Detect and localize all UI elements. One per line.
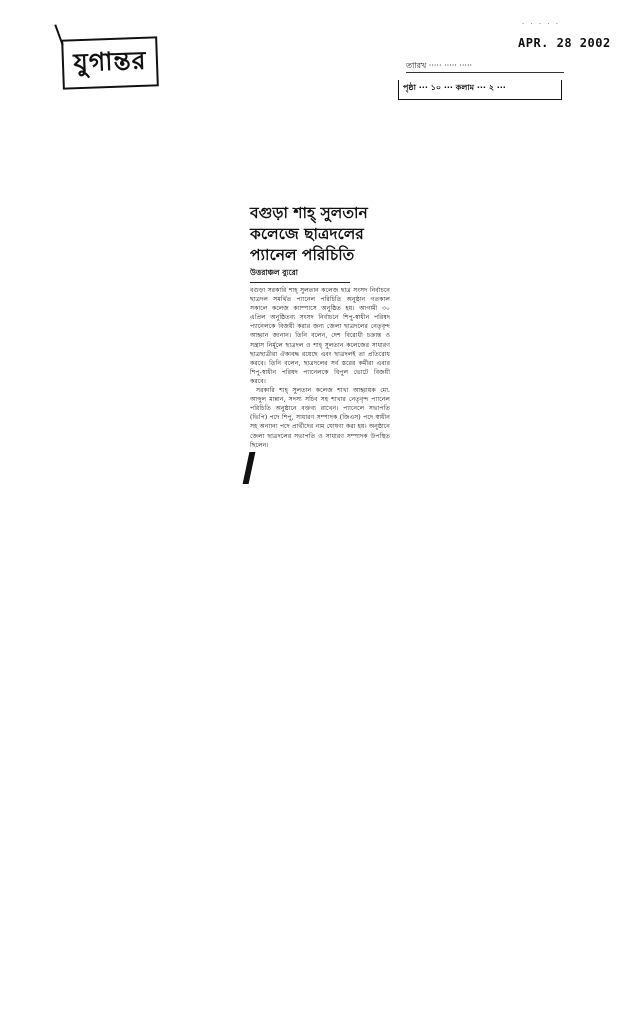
date-stamp: APR. 28 2002: [518, 36, 611, 50]
article-headline: বগুড়া শাহ্ সুলতান কলেজে ছাত্রদলের প্যানেল পরিচিতি: [250, 203, 368, 264]
clipping-date-row: তারিখ ····· ····· ·····: [406, 62, 564, 73]
article-paragraph: সরকারি শাহ্ সুলতান কলেজ শাখা আহ্বায়ক মো. আব্দুল মান্নান, সদস্য সচিব সহ শাখার নেতৃবৃন্দ প্যানেল পরিচিতি অনুষ্ঠানে বক্তব্য রাখেন। প্যানেলে সভাপতি (ভিপি) পদে শিপু, সাধারণ সম্পাদক (জিএস) পদে স্বাধীন সহ অন্যান্য পদে প্রার্থীদের নাম ঘোষণা করা হয়। অনুষ্ঠানে জেলা ছাত্রদলের সভাপতি ও সাধারণ সম্পাদক উপস্থিত ছিলেন।: [250, 387, 390, 449]
margin-mark: [243, 452, 256, 484]
clipping-page-column-row: পৃষ্ঠা ··· ১০ ··· কলাম ··· ২ ···: [398, 80, 562, 100]
article-byline: উত্তরাঞ্চল ব্যুরো: [250, 268, 350, 283]
news-article: [250, 202, 390, 450]
article-paragraph: বগুড়া সরকারি শাহ্ সুলতান কলেজ ছাত্র সংসদ নির্বাচনে ছাত্রদল সমর্থিত প্যানেল পরিচিতি অনুষ্ঠান গতকাল সকালে কলেজ ক্যাম্পাসে অনুষ্ঠিত হয়। আগামী ৩০ এপ্রিল অনুষ্ঠিতব্য সংসদ নির্বাচনে শিপু-স্বাধীন পরিষদ প্যানেলকে বিজয়ী করার জন্য জেলা ছাত্রদলের নেতৃবৃন্দ আহ্বান জানান। তিনি বলেন, দেশ বিরোধী চক্রান্ত ও সন্ত্রাস নির্মূলে ছাত্রদল ও শাহ্ সুলতান কলেজের সাধারণ ছাত্রছাত্রীরা ঐক্যবদ্ধ রয়েছে এবং ছাত্রদলই তা প্রতিরোধ করবে। তিনি বলেন, ছাত্রদলের সর্ব স্তরের কর্মীরা এবার শিপু-স্বাধীন পরিষদ প্যানেলকে বিপুল ভোটে বিজয়ী করবে।: [250, 287, 390, 385]
date-dots: · · · · ·: [522, 20, 561, 28]
newspaper-masthead: যুগান্তর: [61, 36, 159, 89]
clipping-info-box: [396, 58, 564, 102]
